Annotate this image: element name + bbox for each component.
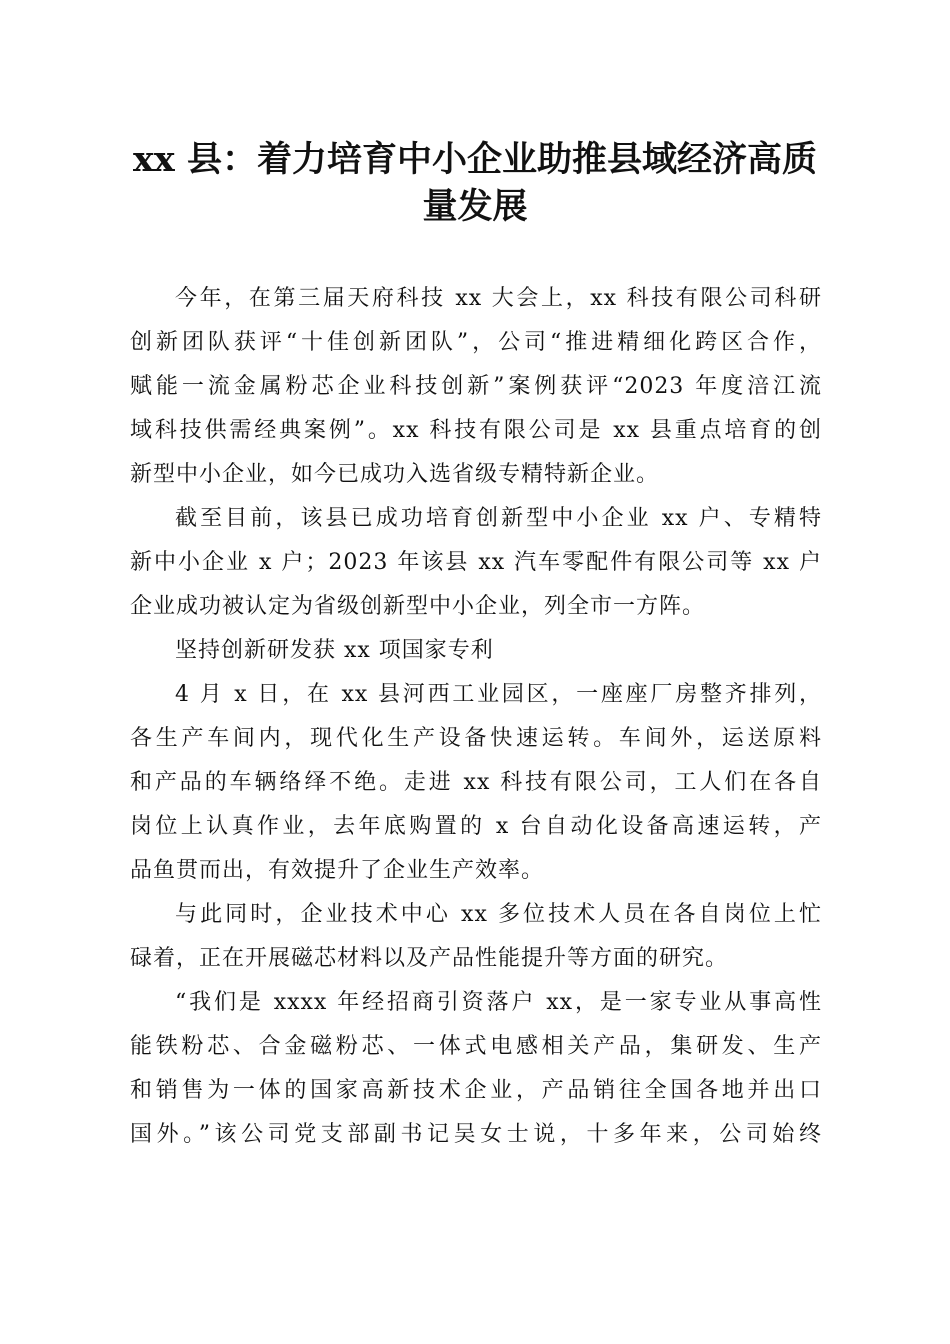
paragraph-1-line: 赋能一流金属粉芯企业科技创新”案例获评“2023 年度涪江流: [130, 374, 822, 399]
paragraph-4-line: 4 月 x 日，在 xx 县河西工业园区，一座座厂房整齐排列，: [175, 682, 822, 707]
paragraph-4-line: 各生产车间内，现代化生产设备快速运转。车间外，运送原料: [130, 726, 822, 751]
document-title-line-2: 量发展: [422, 186, 528, 227]
paragraph-1-line: 新型中小企业，如今已成功入选省级专精特新企业。: [130, 462, 660, 487]
paragraph-4-line: 岗位上认真作业，去年底购置的 x 台自动化设备高速运转，产: [130, 814, 822, 839]
paragraph-5-line: 与此同时，企业技术中心 xx 多位技术人员在各自岗位上忙: [175, 902, 822, 927]
paragraph-2-line: 企业成功被认定为省级创新型中小企业，列全市一方阵。: [130, 594, 706, 619]
document-title-line-1: xx 县：着力培育中小企业助推县域经济高质: [133, 139, 817, 180]
paragraph-5-line: 碌着，正在开展磁芯材料以及产品性能提升等方面的研究。: [130, 946, 729, 971]
paragraph-3-line: 坚持创新研发获 xx 项国家专利: [175, 638, 494, 663]
paragraph-6-line: 国外。”该公司党支部副书记吴女士说，十多年来，公司始终: [130, 1122, 822, 1147]
paragraph-1-line: 域科技供需经典案例”。xx 科技有限公司是 xx 县重点培育的创: [130, 418, 822, 443]
paragraph-1-line: 今年，在第三届天府科技 xx 大会上，xx 科技有限公司科研: [175, 286, 822, 311]
paragraph-6-line: 能铁粉芯、合金磁粉芯、一体式电感相关产品，集研发、生产: [130, 1034, 822, 1059]
paragraph-4-line: 品鱼贯而出，有效提升了企业生产效率。: [130, 858, 545, 883]
paragraph-4-line: 和产品的车辆络绎不绝。走进 xx 科技有限公司，工人们在各自: [130, 770, 822, 795]
paragraph-6-line: “我们是 xxxx 年经招商引资落户 xx，是一家专业从事高性: [175, 990, 822, 1015]
paragraph-6-line: 和销售为一体的国家高新技术企业，产品销往全国各地并出口: [130, 1078, 822, 1103]
paragraph-1-line: 创新团队获评“十佳创新团队”，公司“推进精细化跨区合作，: [130, 330, 822, 355]
paragraph-2-line: 截至目前，该县已成功培育创新型中小企业 xx 户、专精特: [175, 506, 822, 531]
paragraph-2-line: 新中小企业 x 户；2023 年该县 xx 汽车零配件有限公司等 xx 户: [130, 550, 822, 575]
